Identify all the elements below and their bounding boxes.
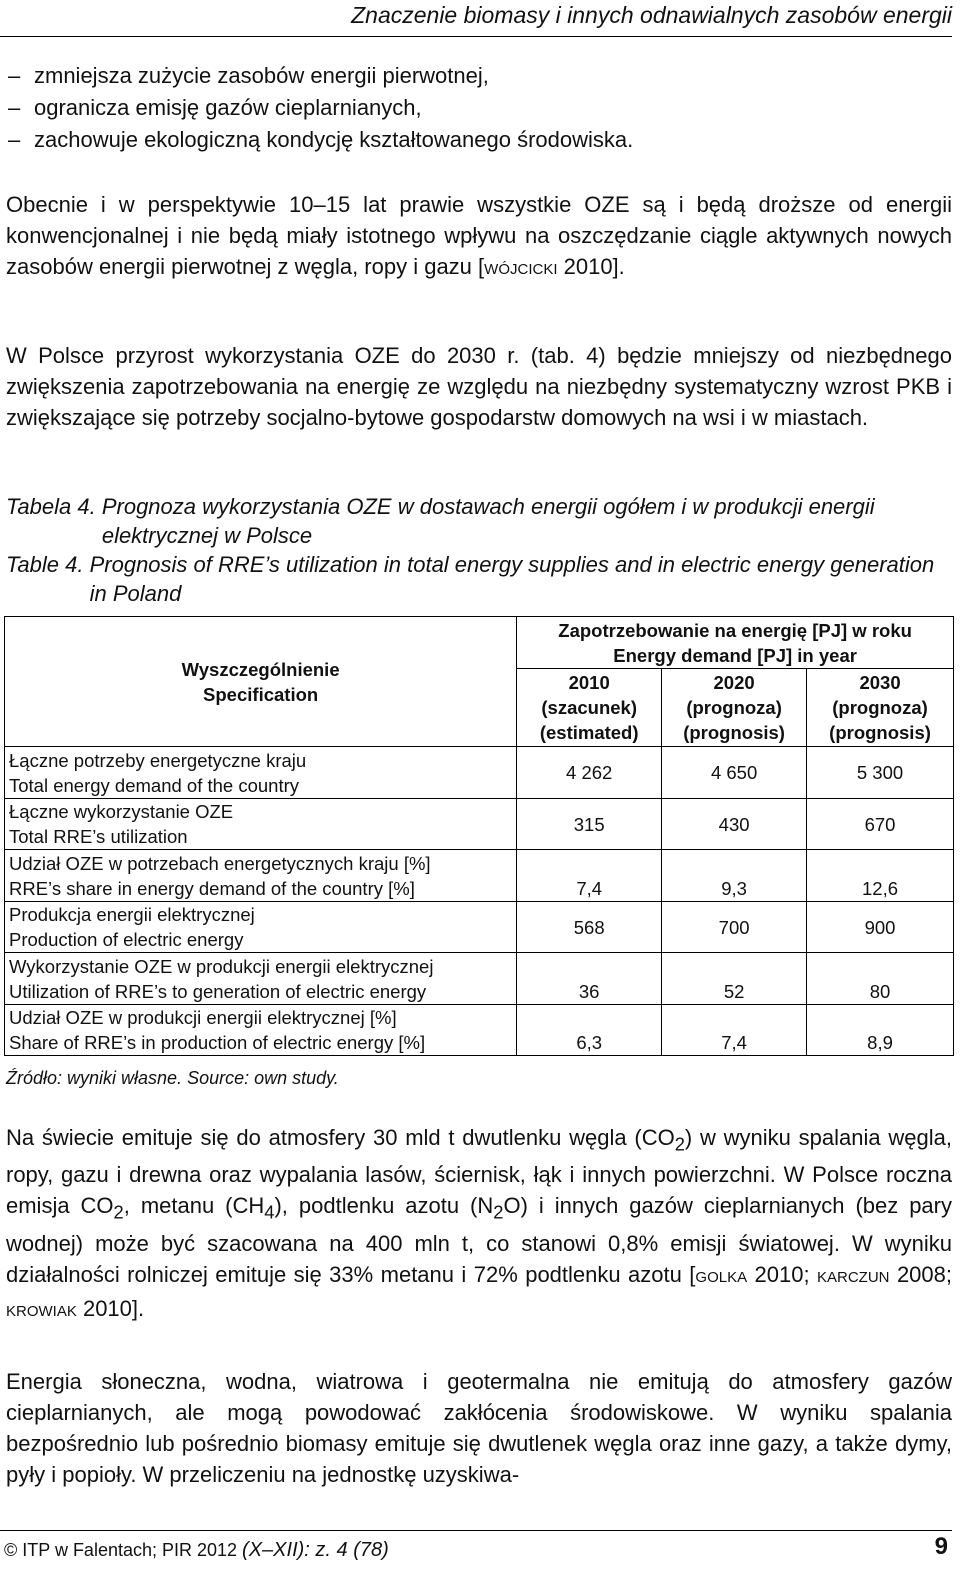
cell-2010: 7,4	[517, 850, 662, 902]
citation-author: GOLKA	[695, 1268, 748, 1286]
cell-2030: 80	[807, 953, 954, 1005]
cell-2030: 670	[807, 799, 954, 850]
header-energy-demand: Zapotrzebowanie na energię [PJ] w roku Energy demand [PJ] in year	[517, 617, 954, 669]
header-specification: Wyszczególnienie Specification	[5, 617, 517, 747]
header-year-2020: 2020 (prognoza) (prognosis)	[662, 669, 807, 747]
table-row	[5, 747, 954, 799]
caption-polish	[6, 492, 956, 550]
page-footer	[0, 1530, 952, 1571]
row-label: Wykorzystanie OZE w produkcji energii elektrycznej Utilization of RRE’s to generation of electric energy	[5, 953, 517, 1005]
cell-2020: 430	[662, 799, 807, 850]
caption-text-en: Prognosis of RRE’s utilization in total energy supplies and in electric energy generation in Poland	[89, 552, 935, 606]
subscript: 2	[674, 1133, 685, 1155]
header-year-2010: 2010 (szacunek) (estimated)	[517, 669, 662, 747]
row-label: Łączne wykorzystanie OZE Total RRE’s utilization	[5, 799, 517, 850]
page-number: 9	[934, 1533, 948, 1560]
caption-label-en: Table 4.	[6, 552, 90, 577]
cell-2020: 700	[662, 902, 807, 953]
paragraph-text: Obecnie i w perspektywie 10–15 lat prawie wszystkie OZE są i będą droższe od energii konwencjonalnej i nie będą miały istotnego wpływu na oszczędzanie ciągle aktywnych nowych zasobów energii pierwotnej z węgla, ropy i gazu [	[6, 192, 952, 279]
cell-2030: 5 300	[807, 747, 954, 799]
table-caption	[6, 492, 956, 608]
row-label: Łączne potrzeby energetyczne kraju Total energy demand of the country	[5, 747, 517, 799]
cell-2010: 4 262	[517, 747, 662, 799]
subscript: 2	[493, 1201, 504, 1223]
list-item: – zachowuje ekologiczną kondycję kształtowanego środowiska.	[8, 124, 633, 156]
data-table	[4, 616, 954, 1056]
paragraph-emissions: Na świecie emituje się do atmosfery 30 mld t dwutlenku węgla $(CO_2)$ w wyniku spalania węgla, ropy, gazu i drewna oraz wypalania lasów, ściernisk, łąk i innych powierzchni. W Polsce roczna emisja $CO_2$, metanu $(CH_4)$, podtlenku azotu $(N_2O)$ i innych gazów cieplarnianych (bez pary wodnej) może być szacowana na 400 mln t, co stanowi 0,8% emisji światowej. W wyniku działalności rolniczej emituje się 33% metanu i 72% podtlenku azotu [GOLKA 2010; KARCZUN 2008; KROWIAK 2010].	[6, 1125, 952, 1321]
cell-2030: 900	[807, 902, 954, 953]
row-label: Produkcja energii elektrycznej Production of electric energy	[5, 902, 517, 953]
table-source-note: Źródło: wyniki własne. Source: own study.	[6, 1068, 339, 1088]
subscript: 2	[113, 1201, 124, 1223]
cell-2020: 52	[662, 953, 807, 1005]
citation-author: KARCZUN	[817, 1268, 890, 1286]
cell-2010: 36	[517, 953, 662, 1005]
cell-2010: 6,3	[517, 1005, 662, 1056]
header-year-2030: 2030 (prognoza) (prognosis)	[807, 669, 954, 747]
cell-2020: 7,4	[662, 1005, 807, 1056]
row-label: Udział OZE w produkcji energii elektrycznej [%] Share of RRE’s in production of electric energy [%]	[5, 1005, 517, 1056]
cell-2030: 12,6	[807, 850, 954, 902]
list-item: – zmniejsza zużycie zasobów energii pierwotnej,	[8, 60, 633, 92]
cell-2010: 568	[517, 902, 662, 953]
caption-text-pl: Prognoza wykorzystania OZE w dostawach energii ogółem i w produkcji energii elektrycznej w Polsce	[101, 494, 875, 548]
table-header-row	[5, 617, 954, 669]
footer-citation: © ITP w Falentach; PIR 2012 (X–XII): z. 4 (78)	[4, 1539, 389, 1561]
citation-author: WÓJCICKI	[484, 261, 558, 278]
list-item: – ogranicza emisję gazów cieplarnianych,	[8, 92, 633, 124]
paragraph-poland-growth: W Polsce przyrost wykorzystania OZE do 2030 r. (tab. 4) będzie mniejszy od niezbędnego zwiększenia zapotrzebowania na energię ze względu na niezbędny systematyczny wzrost PKB i zwiększające się potrzeby socjalno-bytowe gospodarstw domowych na wsi i w miastach.	[6, 343, 952, 430]
table-row	[5, 850, 954, 902]
running-header	[0, 0, 952, 37]
cell-2010: 315	[517, 799, 662, 850]
paragraph-oze-cost	[6, 189, 952, 285]
running-title: Znaczenie biomasy i innych odnawialnych zasobów energii	[351, 2, 952, 28]
citation-author: KROWIAK	[6, 1302, 77, 1320]
row-label: Udział OZE w potrzebach energetycznych kraju [%] RRE’s share in energy demand of the country [%]	[5, 850, 517, 902]
caption-label-pl: Tabela 4.	[6, 494, 102, 519]
paragraph-renewables: Energia słoneczna, wodna, wiatrowa i geotermalna nie emitują do atmosfery gazów cieplarnianych, ale mogą powodować zakłócenia środowiskowe. W wyniku spalania bezpośrednio lub pośrednio biomasy emituje się dwutlenek węgla oraz inne gazy, a także dymy, pyły i popioły. W przeliczeniu na jednostkę uzyskiwa-	[6, 1369, 952, 1487]
caption-english	[6, 550, 956, 608]
cell-2030: 8,9	[807, 1005, 954, 1056]
cell-2020: 4 650	[662, 747, 807, 799]
bullet-list	[8, 60, 633, 156]
cell-2020: 9,3	[662, 850, 807, 902]
table-row	[5, 1005, 954, 1056]
citation-year: 2010].	[557, 254, 625, 279]
table-row	[5, 953, 954, 1005]
subscript: 4	[264, 1201, 275, 1223]
table-row	[5, 799, 954, 850]
table-row	[5, 902, 954, 953]
